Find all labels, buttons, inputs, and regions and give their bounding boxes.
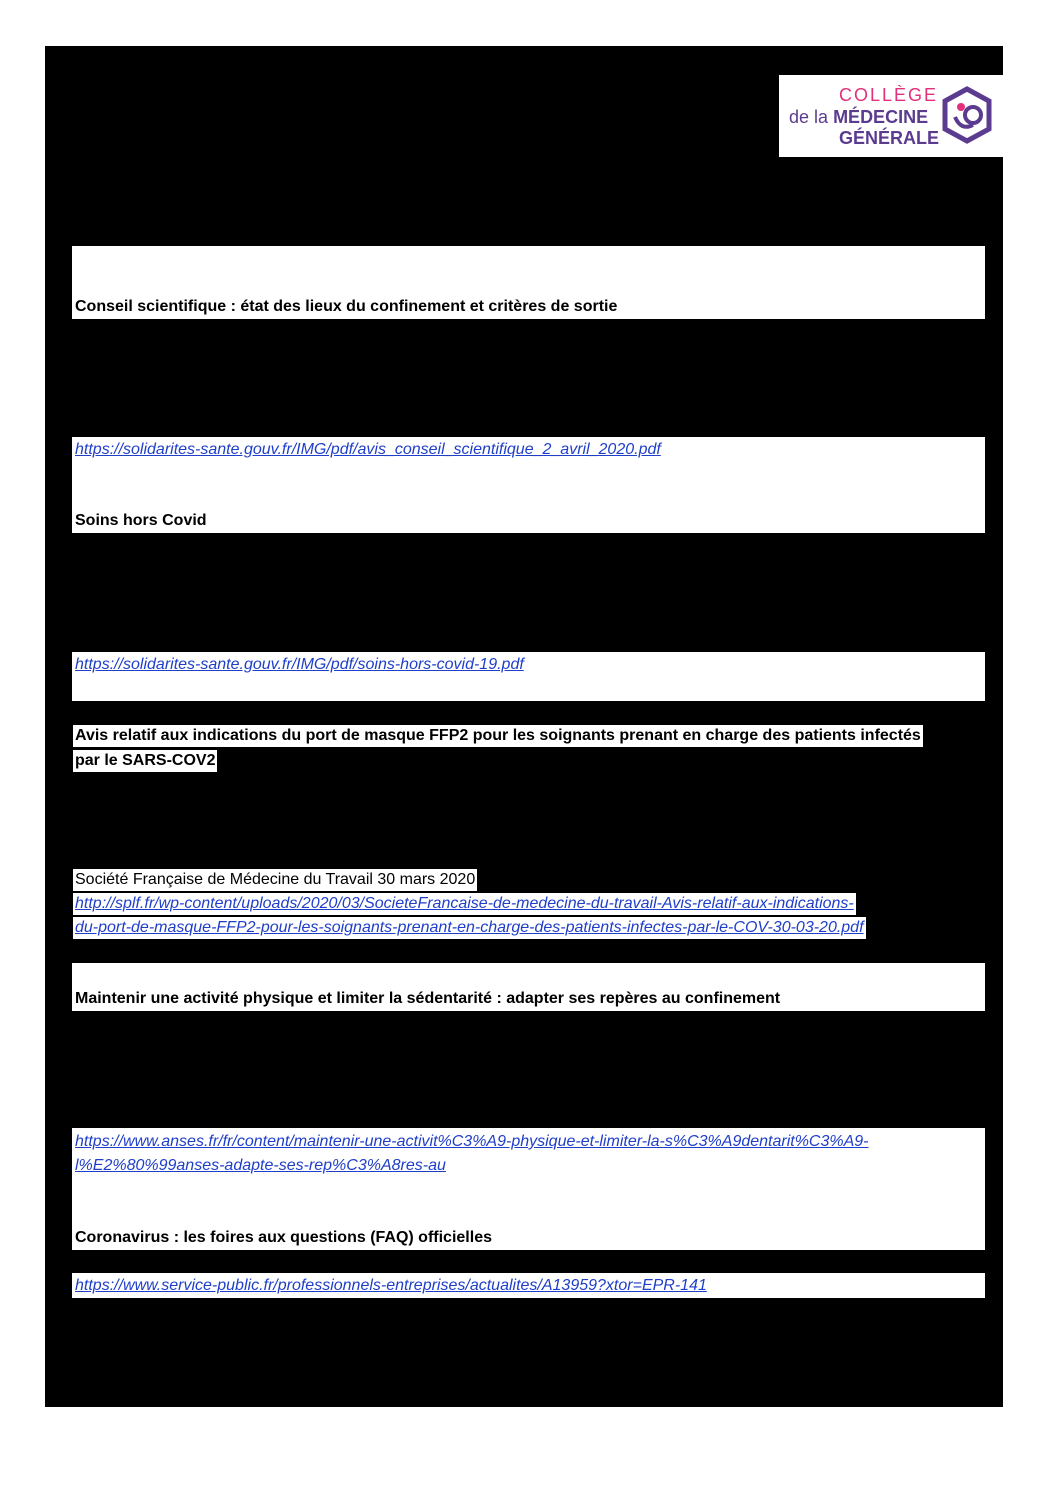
heading-faq: Coronavirus : les foires aux questions (FAQ) officielles	[75, 1229, 492, 1246]
heading-activite-physique: Maintenir une activité physique et limiter la sédentarité : adapter ses repères au confinement	[75, 990, 781, 1007]
logo-line1: COLLÈGE	[839, 85, 939, 105]
logo-line2: de la MÉDECINE	[789, 107, 929, 127]
link-soins-hors-covid[interactable]: https://solidarites-sante.gouv.fr/IMG/pdf/soins-hors-covid-19.pdf	[75, 656, 524, 673]
link-sfmt-line2[interactable]: du-port-de-masque-FFP2-pour-les-soignants-prenant-en-charge-des-patients-infectes-par-le-COV-30-03-20.pdf	[73, 917, 866, 939]
college-medecine-generale-logo	[779, 75, 1003, 157]
link-anses-line2[interactable]: l%E2%80%99anses-adapte-ses-rep%C3%A8res-au	[75, 1157, 446, 1174]
hexagon-person-icon	[939, 85, 995, 145]
heading-ffp2-line2: par le SARS-COV2	[73, 750, 217, 772]
link-service-public[interactable]: https://www.service-public.fr/professionnels-entreprises/actualites/A13959?xtor=EPR-141	[75, 1277, 707, 1294]
heading-ffp2-line1: Avis relatif aux indications du port de masque FFP2 pour les soignants prenant en charge des patients infectés	[73, 725, 923, 747]
source-sfmt: Société Française de Médecine du Travail 30 mars 2020	[73, 869, 477, 891]
logo-line3: GÉNÉRALE	[839, 128, 940, 148]
link-anses-line1[interactable]: https://www.anses.fr/fr/content/maintenir-une-activit%C3%A9-physique-et-limiter-la-s%C3%A9dentarit%C3%A9-	[75, 1133, 869, 1150]
link-sfmt-line1[interactable]: http://splf.fr/wp-content/uploads/2020/03/SocieteFrancaise-de-medecine-du-travail-Avis-relatif-aux-indications-	[73, 893, 856, 915]
heading-soins-hors-covid: Soins hors Covid	[75, 512, 207, 529]
heading-confinement: Conseil scientifique : état des lieux du confinement et critères de sortie	[75, 298, 618, 315]
link-avis-conseil-scientifique[interactable]: https://solidarites-sante.gouv.fr/IMG/pdf/avis_conseil_scientifique_2_avril_2020.pdf	[75, 441, 661, 458]
